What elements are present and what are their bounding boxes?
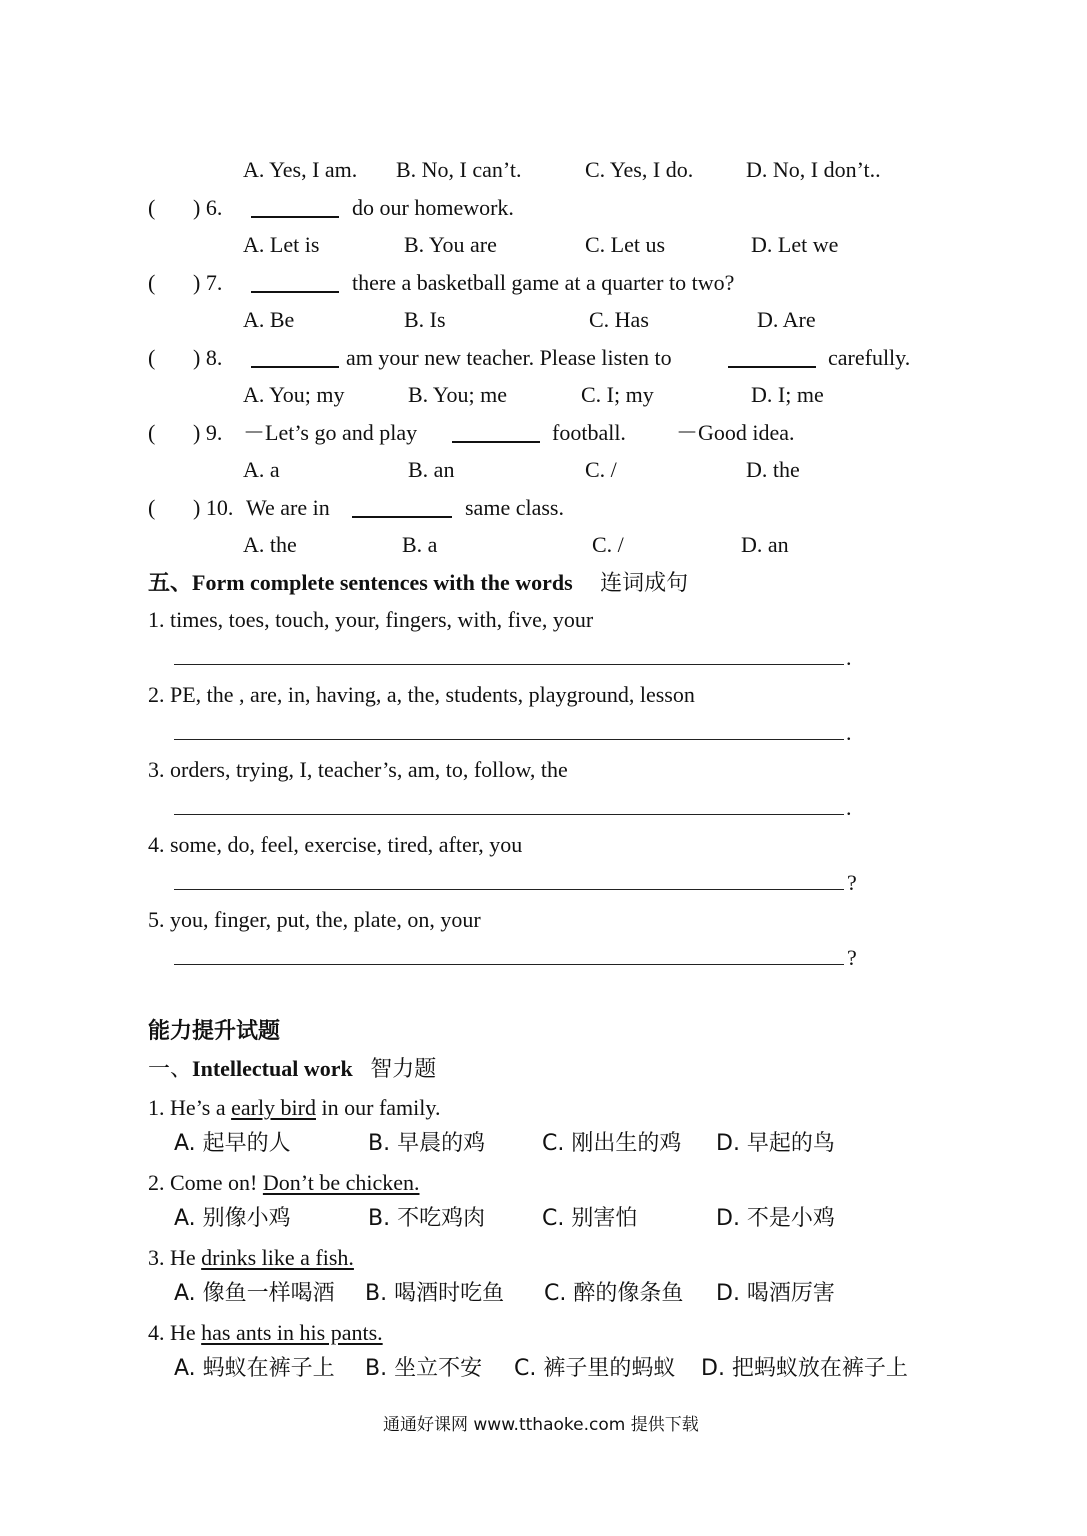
answer-blank-1[interactable] [251, 348, 339, 368]
question-text-end: same class. [465, 495, 564, 520]
end-punctuation: . [846, 720, 852, 745]
paren-open: ( [148, 495, 156, 520]
option-b[interactable]: B. No, I can’t. [396, 157, 522, 182]
option-a[interactable]: A. Yes, I am. [243, 157, 358, 182]
answer-blank[interactable] [251, 198, 339, 218]
paren-open: ( [148, 270, 156, 295]
response-text: －Good idea. [676, 420, 795, 445]
paren-open: ( [148, 195, 156, 220]
end-punctuation: ? [847, 945, 857, 970]
option-b[interactable]: B. Is [404, 307, 446, 332]
question-text: do our homework. [352, 195, 514, 220]
option-c[interactable]: C. Has [589, 307, 649, 332]
option-a[interactable]: A. the [243, 532, 297, 557]
sentence-pre: 4. He [148, 1320, 202, 1345]
option-b[interactable]: B. a [402, 532, 438, 557]
answer-blank[interactable] [352, 498, 452, 518]
end-punctuation: . [846, 795, 852, 820]
answer-line[interactable] [174, 964, 844, 965]
question-text: －Let’s go and play [243, 420, 418, 445]
option-c[interactable]: C. / [592, 532, 624, 557]
option-d[interactable]: D. No, I don’t.. [746, 157, 881, 182]
option-d[interactable]: D. Are [757, 307, 816, 332]
option-c[interactable]: C. Let us [585, 232, 666, 257]
option-b[interactable]: B. an [408, 457, 455, 482]
paren-open: ( [148, 420, 156, 445]
sentence-pre: 2. Come on! [148, 1170, 263, 1195]
section-heading [148, 569, 688, 598]
answer-blank-2[interactable] [728, 348, 816, 368]
answer-blank[interactable] [251, 273, 339, 293]
option-c[interactable]: C. / [585, 457, 617, 482]
paren-open: ( [148, 345, 156, 370]
option-a[interactable]: A. a [243, 457, 280, 482]
option-c[interactable]: C. I; my [581, 382, 654, 407]
idiom-sentence [148, 1244, 354, 1272]
answer-line[interactable] [174, 664, 844, 665]
answer-blank[interactable] [452, 423, 540, 443]
word-list: 3. orders, trying, I, teacher’s, am, to, follow, the [148, 757, 568, 782]
answer-line[interactable] [174, 739, 844, 740]
idiom-sentence [148, 1094, 440, 1122]
question-number: ) 8. [193, 345, 223, 370]
question-number: ) 9. [193, 420, 223, 445]
page-footer: 通通好课网 www.tthaoke.com 提供下载 [383, 1415, 699, 1435]
option-a[interactable]: A. You; my [243, 382, 345, 407]
sentence-pre: 3. He [148, 1245, 202, 1270]
option-b[interactable]: B. You; me [408, 382, 508, 407]
option-d[interactable]: D. Let we [751, 232, 839, 257]
option-d[interactable]: D. an [741, 532, 789, 557]
option-d[interactable]: D. 早起的鸟 [716, 1131, 835, 1156]
option-c[interactable]: C. 醉的像条鱼 [544, 1281, 684, 1306]
underlined-phrase: Don’t be chicken. [262, 1170, 420, 1195]
sentence-post: in our family. [316, 1095, 441, 1120]
underlined-phrase: drinks like a fish. [201, 1245, 354, 1270]
option-a[interactable]: A. Let is [243, 232, 320, 257]
answer-line[interactable] [174, 814, 844, 815]
idiom-sentence [148, 1169, 420, 1197]
option-b[interactable]: B. 不吃鸡肉 [368, 1206, 486, 1231]
question-text: am your new teacher. Please listen to [346, 345, 672, 370]
option-a[interactable]: A. 蚂蚁在裤子上 [174, 1356, 335, 1381]
answer-line[interactable] [174, 889, 844, 890]
option-a[interactable]: A. 别像小鸡 [174, 1206, 291, 1231]
word-list: 2. PE, the , are, in, having, a, the, students, playground, lesson [148, 682, 695, 707]
option-d[interactable]: D. 喝酒厉害 [716, 1281, 835, 1306]
option-a[interactable]: A. 像鱼一样喝酒 [174, 1281, 335, 1306]
section-title-en: Form complete sentences with the words [192, 570, 573, 595]
option-c[interactable]: C. 别害怕 [542, 1206, 638, 1231]
sub-title-en: Intellectual work [192, 1056, 353, 1081]
word-list: 1. times, toes, touch, your, fingers, with, five, your [148, 607, 594, 632]
sub-title-cn: 智力题 [370, 1057, 437, 1082]
question-text: there a basketball game at a quarter to two? [352, 270, 735, 295]
option-a[interactable]: A. Be [243, 307, 295, 332]
idiom-sentence [148, 1319, 383, 1347]
ability-title: 能力提升试题 [148, 1019, 281, 1044]
option-b[interactable]: B. 喝酒时吃鱼 [365, 1281, 505, 1306]
option-a[interactable]: A. 起早的人 [174, 1131, 291, 1156]
underlined-phrase: has ants in his pants. [201, 1320, 383, 1345]
question-text-end: football. [552, 420, 626, 445]
question-number: ) 6. [193, 195, 223, 220]
end-punctuation: . [846, 645, 852, 670]
option-d[interactable]: D. 不是小鸡 [716, 1206, 835, 1231]
option-c[interactable]: C. 刚出生的鸡 [542, 1131, 682, 1156]
question-text: We are in [246, 495, 330, 520]
end-punctuation: ? [847, 870, 857, 895]
option-b[interactable]: B. 坐立不安 [365, 1356, 483, 1381]
question-text-end: carefully. [828, 345, 911, 370]
option-d[interactable]: D. I; me [751, 382, 824, 407]
word-list: 5. you, finger, put, the, plate, on, your [148, 907, 481, 932]
option-d[interactable]: D. the [746, 457, 800, 482]
question-number: ) 10. [193, 495, 234, 520]
sub-number: 一、 [148, 1057, 193, 1082]
underlined-phrase: early bird [231, 1095, 316, 1120]
option-b[interactable]: B. 早晨的鸡 [368, 1131, 486, 1156]
option-d[interactable]: D. 把蚂蚁放在裤子上 [701, 1356, 908, 1381]
word-list: 4. some, do, feel, exercise, tired, after, you [148, 832, 523, 857]
option-c[interactable]: C. 裤子里的蚂蚁 [514, 1356, 676, 1381]
option-c[interactable]: C. Yes, I do. [585, 157, 694, 182]
option-b[interactable]: B. You are [404, 232, 497, 257]
question-number: ) 7. [193, 270, 223, 295]
section-title-cn: 连词成句 [600, 571, 689, 596]
sentence-pre: 1. He’s a [148, 1095, 232, 1120]
ability-subheading [148, 1055, 436, 1084]
section-number: 五、 [148, 571, 193, 596]
